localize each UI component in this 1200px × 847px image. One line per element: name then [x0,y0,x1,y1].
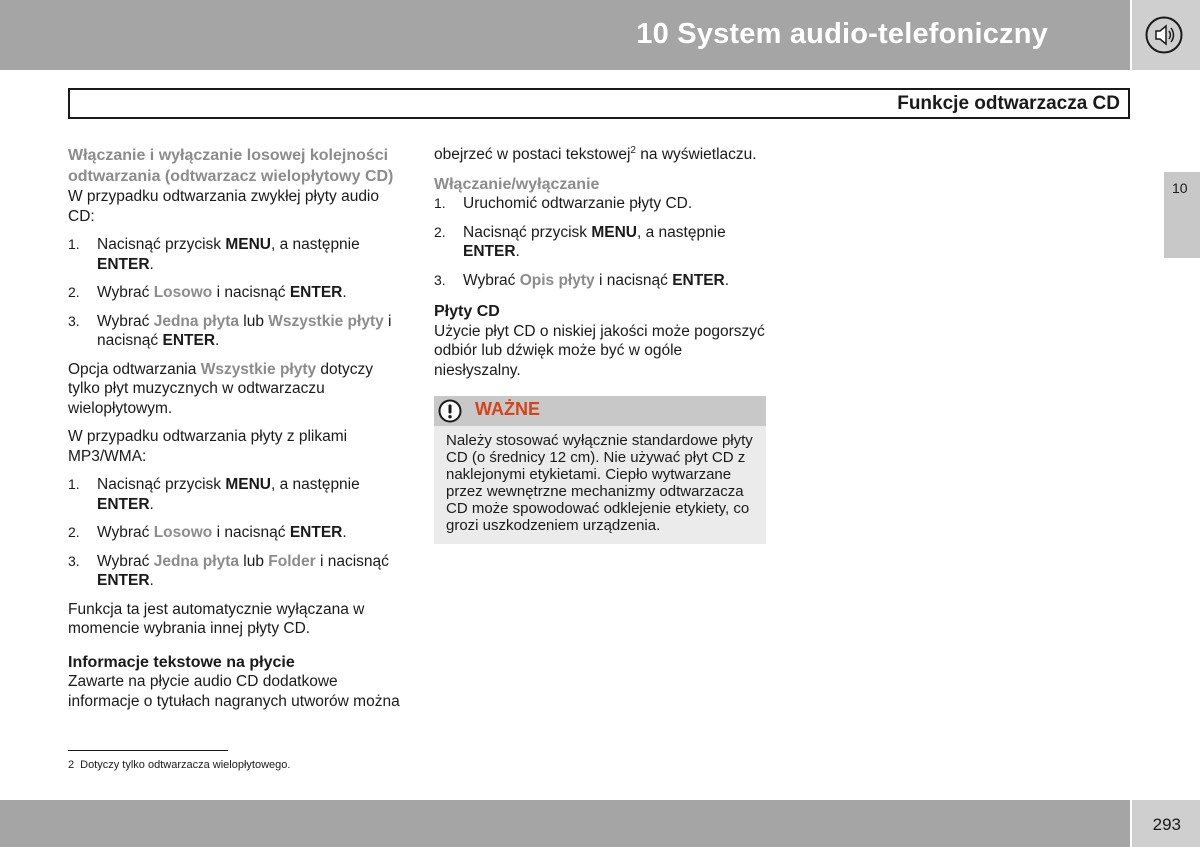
header-bar [0,0,1130,70]
list-item: 2. Nacisnąć przycisk MENU, a następnie ENTER. [434,223,726,260]
list-item: 3. Wybrać Opis płyty i nacisnąć ENTER. [434,271,730,289]
footnote [68,759,290,771]
important-header [434,396,766,426]
side-tab-label: 10 [1172,180,1188,196]
heading-cds: Płyty CD [434,303,500,320]
footer-bar [0,800,1130,847]
chapter-side-tab [1164,172,1200,258]
chapter-icon-box [1132,0,1200,70]
text-info-body: Zawarte na płycie audio CD dodatkowe informacje o tytułach nagranych utworów można [68,673,400,710]
section-header [68,88,1130,119]
important-text: Należy stosować wyłącznie standardowe płyty CD (o średnicy 12 cm). Nie używać płyt CD z naklejonymi etykietami. Ciepło wytwarzane przez wewnętrzne mechanizmy odtwarzacza CD może spowodować odklejenie etykiety, co grozi uszkodzeniem urządzenia. [434,426,766,544]
text-info-continued: obejrzeć w postaci tekstowej$^2$ na wyświetlaczu. [434,144,757,163]
intro-mp3: W przypadku odtwarzania płyty z plikami MP3/WMA: [68,428,348,465]
auto-off-note: Funkcja ta jest automatycznie wyłączana w momencie wybrania innej płyty CD. [68,600,365,637]
list-item: 3. Wybrać Jedna płyta lub Folder i nacisnąć ENTER. [68,552,389,589]
heading-on-off: Włączanie/wyłączanie [434,175,600,193]
option-note: Opcja odtwarzania Wszystkie płyty dotyczy tylko płyt muzycznych w odtwarzaczu wielopłytowym. [68,360,373,417]
cd-quality-note: Użycie płyt CD o niskiej jakości może pogorszyć odbiór lub dźwięk może być w ogóle niesłyszalny. [434,322,765,379]
intro-audio-cd: W przypadku odtwarzania zwykłej płyty audio CD: [68,188,379,225]
steps-audio-cd [68,235,408,351]
list-item: 1. Nacisnąć przycisk MENU, a następnie ENTER. [68,236,360,273]
speaker-icon [1145,16,1183,54]
footnote-text: Dotyczy tylko odtwarzacza wielopłytowego. [80,759,291,771]
steps-on-off [434,194,766,290]
list-item: 2. Wybrać Losowo i nacisnąć ENTER. [68,284,347,301]
steps-mp3 [68,475,408,591]
chapter-title: 10 System audio-telefoniczny [636,18,1048,50]
important-label: WAŻNE [475,399,540,419]
left-column [68,145,408,711]
warning-icon [438,399,462,423]
section-title: Funkcje odtwarzacza CD [897,93,1120,114]
important-box [434,396,766,544]
heading-random-play: Włączanie i wyłączanie losowej kolejności odtwarzania (odtwarzacz wielopłytowy CD) [68,147,394,185]
page-number-box [1132,800,1200,847]
list-item: 1. Nacisnąć przycisk MENU, a następnie ENTER. [68,476,360,513]
footnote-number: 2 [68,759,75,771]
list-item: 3. Wybrać Jedna płyta lub Wszystkie płyty i nacisnąć ENTER. [68,312,392,349]
list-item: 2. Wybrać Losowo i nacisnąć ENTER. [68,524,347,541]
list-item: 1. Uruchomić odtwarzanie płyty CD. [434,195,693,212]
page-number: 293 [1152,815,1181,834]
heading-text-info: Informacje tekstowe na płycie [68,653,295,671]
footnote-divider [68,750,228,751]
right-column [434,145,766,544]
